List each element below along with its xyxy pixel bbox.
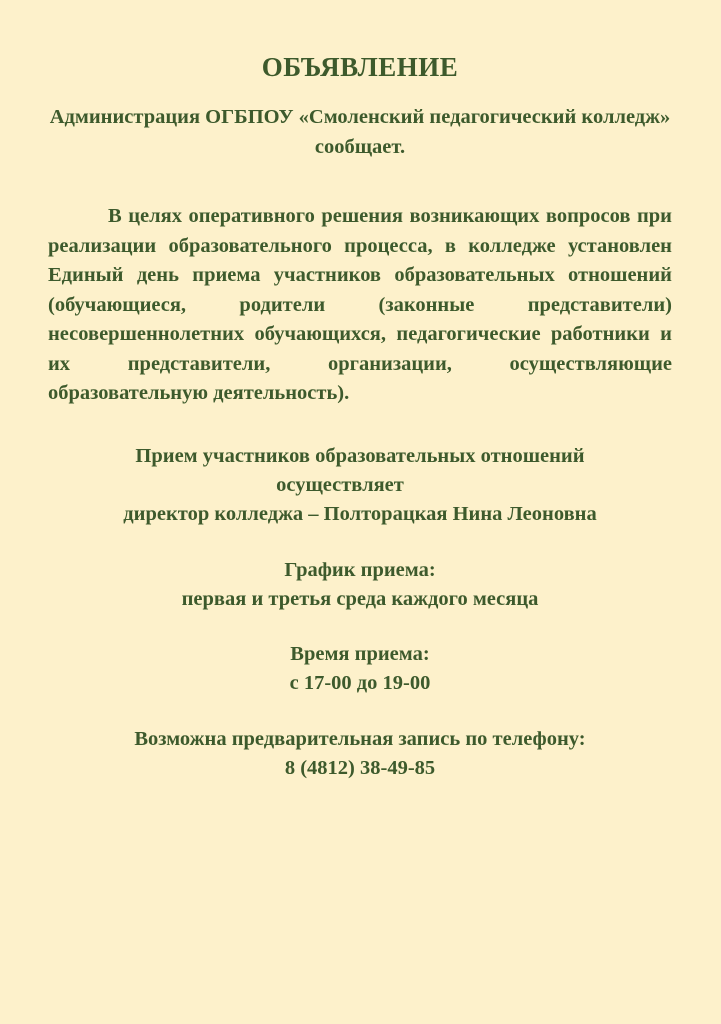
time-value: с 17-00 до 19-00 <box>289 671 431 694</box>
page-title: ОБЪЯВЛЕНИЕ <box>261 52 459 82</box>
schedule-label: График приема: <box>284 558 436 581</box>
phone-label: Возможна предварительная запись по телефону: <box>134 727 586 750</box>
phone-info <box>48 725 672 783</box>
time-label: Время приема: <box>290 642 430 665</box>
time-info <box>48 640 672 698</box>
reception-line-2: осуществляет <box>276 473 404 496</box>
reception-info <box>48 442 672 529</box>
reception-line-1: Прием участников образовательных отношений <box>135 444 585 467</box>
schedule-info <box>48 556 672 614</box>
phone-number: 8 (4812) 38-49-85 <box>284 756 436 779</box>
reception-director: директор колледжа – Полторацкая Нина Леоновна <box>123 502 597 525</box>
announcement-page <box>48 46 672 783</box>
schedule-value: первая и третья среда каждого месяца <box>181 587 539 610</box>
intro-paragraph: Администрация ОГБПОУ «Смоленский педагогический колледж» сообщает. <box>49 106 671 158</box>
body-paragraph: В целях оперативного решения возникающих вопросов при реализации образовательного процесса, в колледже установлен Единый день приема участников образовательных отношений (обучающиеся, родители (законные представители) несовершеннолетних обучающихся, педагогические работники и их представители, организации, осуществляющие образовательную деятельность). <box>48 205 672 404</box>
